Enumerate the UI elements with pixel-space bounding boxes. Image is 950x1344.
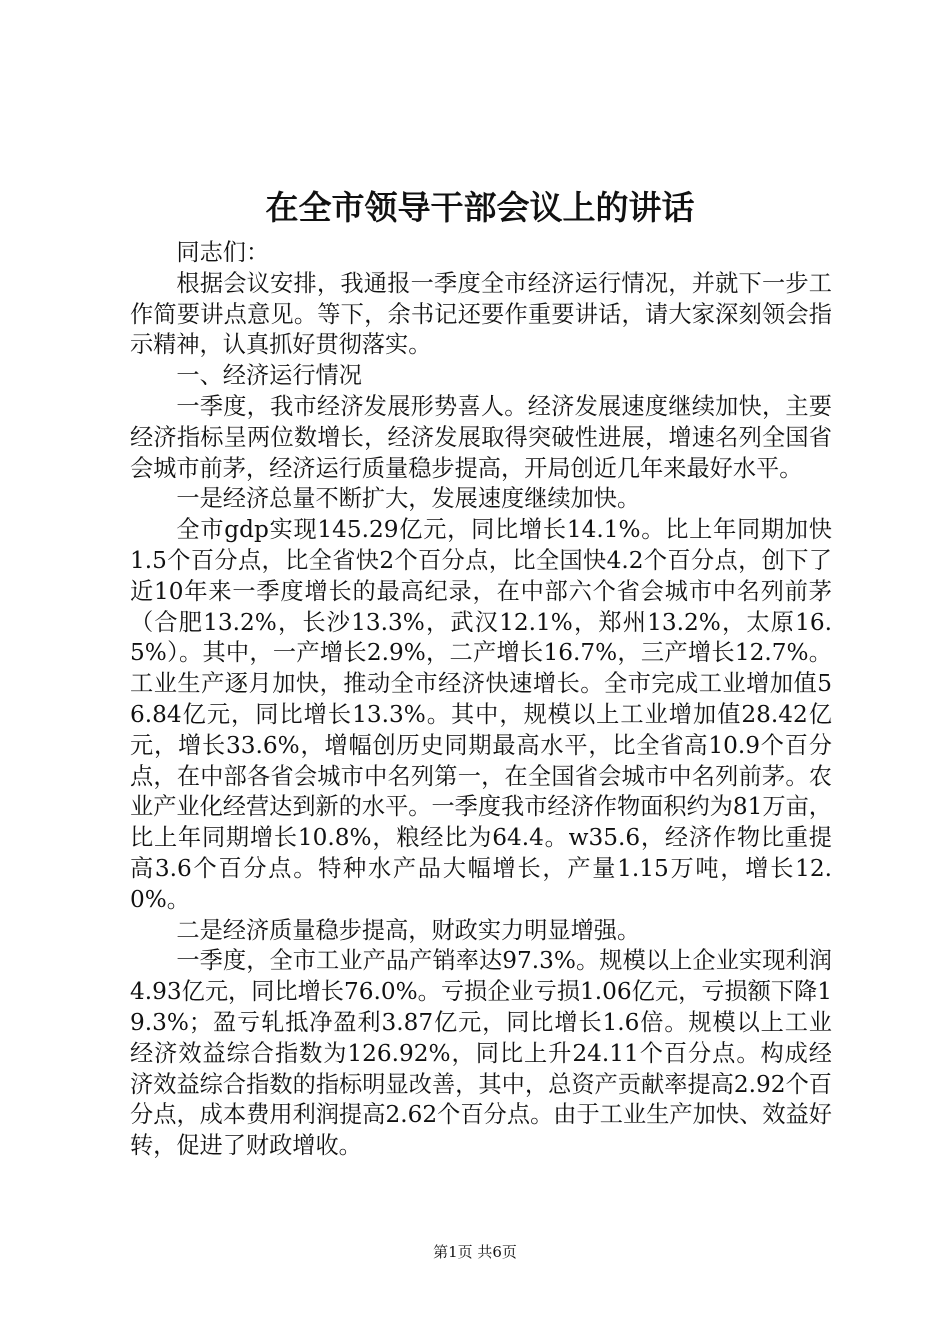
overview-paragraph: 一季度，我市经济发展形势喜人。经济发展速度继续加快，主要经济指标呈两位数增长，经济发展取得突破性进展，增速名列全国省会城市前茅，经济运行质量稳步提高，开局创近几年来最好水平。 [130, 392, 832, 482]
point-one-heading: 一是经济总量不断扩大，发展速度继续加快。 [176, 485, 641, 513]
point-two-heading: 二是经济质量稳步提高，财政实力明显增强。 [176, 916, 641, 944]
gdp-paragraph: 全市gdp实现145.29亿元，同比增长14.1%。比上年同期加快1.5个百分点，比全省快2个百分点，比全国快4.2个百分点，创下了近10年来一季度增长的最高纪录，在中部六个省会城市中名列前茅（合肥13.2%，长沙13.3%，武汉12.1%，郑州13.2%，太原16.5%）。其中，一产增长2.9%，二产增长16.7%，三产增长12.7%。工业生产逐月加快，推动全市经济快速增长。全市完成工业增加值56.84亿元，同比增长13.3%。其中，规模以上工业增加值28.42亿元，增长33.6%，增幅创历史同期最高水平，比全省高10.9个百分点，在中部各省会城市中名列第一，在全国省会城市中名列前茅。农业产业化经营达到新的水平。一季度我市经济作物面积约为81万亩，比上年同期增长10.8%，粮经比为64.4。w35.6，经济作物比重提高3.6个百分点。特种水产品大幅增长，产量1.15万吨，增长12.0%。 [130, 516, 832, 913]
intro-paragraph: 根据会议安排，我通报一季度全市经济运行情况，并就下一步工作简要讲点意见。等下，余书记还要作重要讲话，请大家深刻领会指示精神，认真抓好贯彻落实。 [130, 269, 832, 359]
quality-paragraph: 一季度，全市工业产品产销率达97.3%。规模以上企业实现利润4.93亿元，同比增长76.0%。亏损企业亏损1.06亿元，亏损额下降19.3%；盈亏轧抵净盈利3.87亿元，同比增长1.6倍。规模以上工业经济效益综合指数为126.92%，同比上升24.11个百分点。构成经济效益综合指数的指标明显改善，其中，总资产贡献率提高2.92个百分点，成本费用利润提高2.62个百分点。由于工业生产加快、效益好转，促进了财政增收。 [130, 947, 832, 1160]
document-title: 在全市领导干部会议上的讲话 [265, 188, 695, 227]
section-heading: 一、经济运行情况 [176, 362, 362, 390]
salutation: 同志们： [176, 239, 270, 266]
document-body [130, 238, 832, 1162]
page-footer: 第1页 共6页 [433, 1243, 517, 1261]
